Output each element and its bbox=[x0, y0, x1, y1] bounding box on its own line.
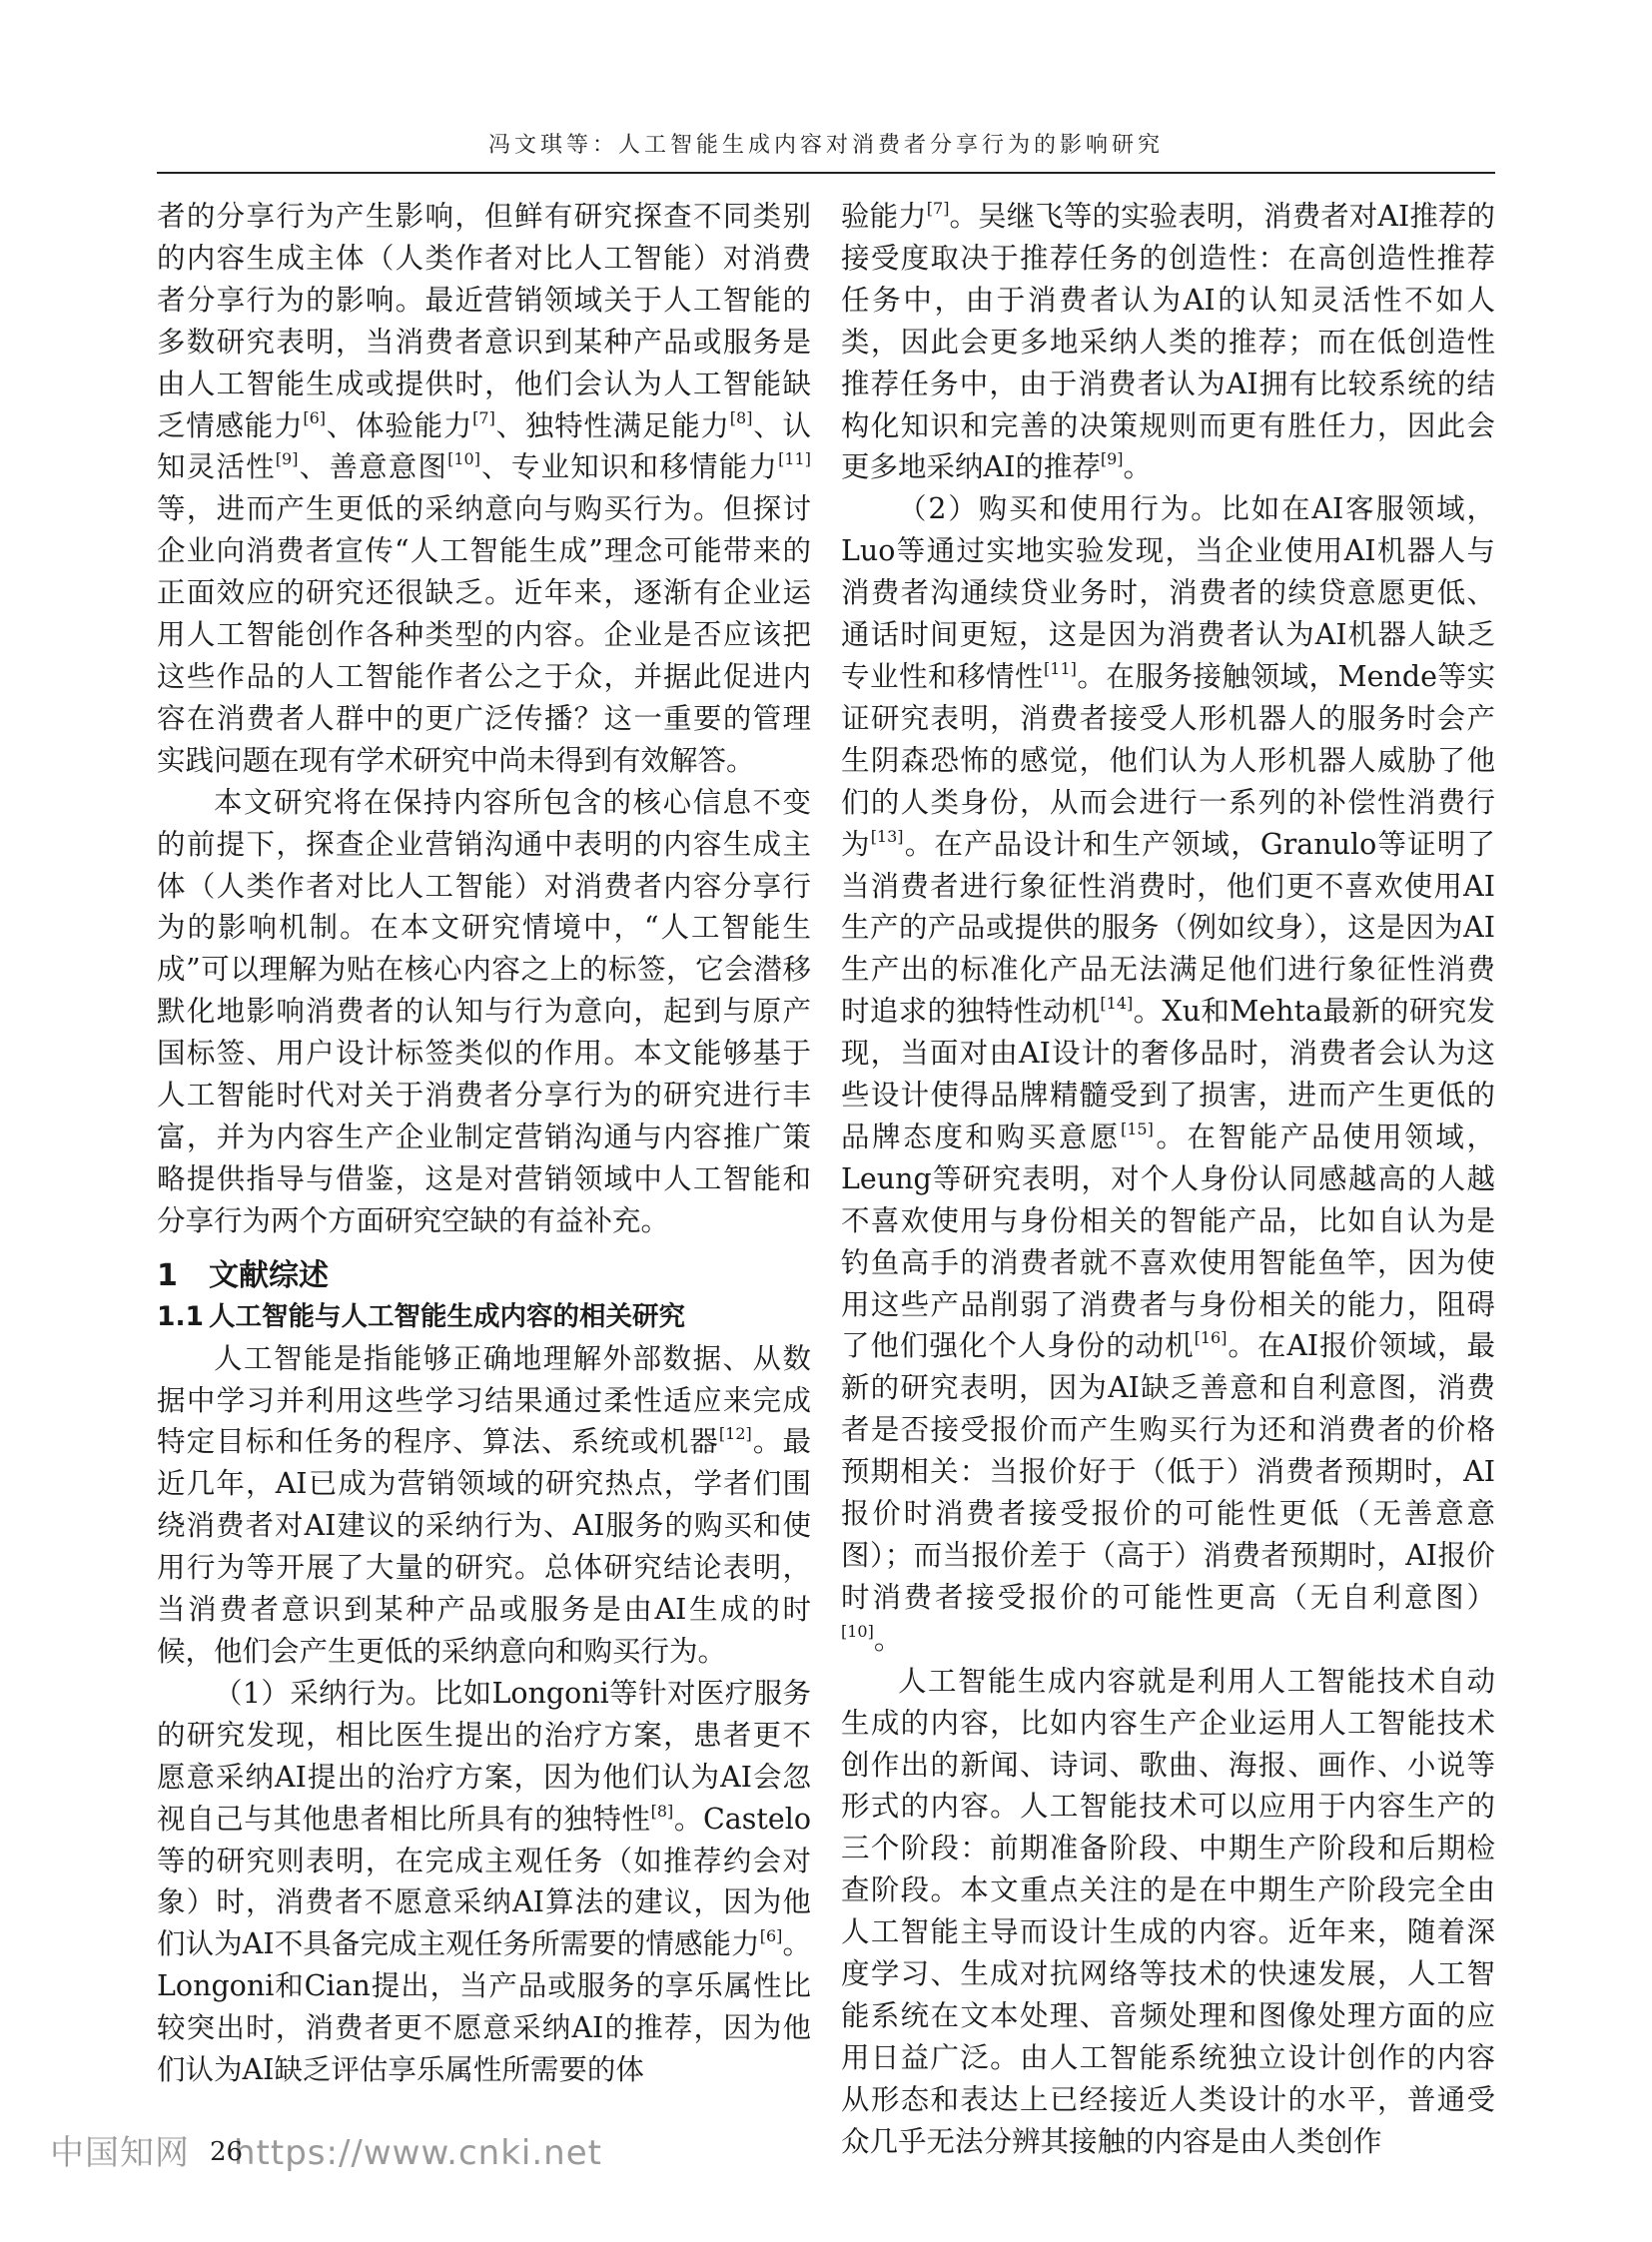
citation: [7] bbox=[472, 407, 495, 427]
citation: [8] bbox=[650, 1801, 674, 1821]
header-rule bbox=[157, 172, 1495, 174]
citation: [8] bbox=[729, 407, 753, 427]
subsection-title: 人工智能与人工智能生成内容的相关研究 bbox=[209, 1300, 685, 1332]
citation: [16] bbox=[1194, 1328, 1228, 1348]
paragraph: 人工智能生成内容就是利用人工智能技术自动生成的内容，比如内容生产企业运用人工智能技术创作出的新闻、诗词、歌曲、海报、画作、小说等形式的内容。人工智能技术可以应用于内容生产的三个阶段：前期准备阶段、中期生产阶段和后期检查阶段。本文重点关注的是在中期生产阶段完全由人工智能主导而设计生成的内容。近年来，随着深度学习、生成对抗网络等技术的快速发展，人工智能系统在文本处理、音频处理和图像处理方面的应用日益广泛。由人工智能系统独立设计创作的内容从形态和表达上已经接近人类设计的水平，普通受众几乎无法分辨其接触的内容是由人类创作 bbox=[841, 1664, 1495, 2158]
subsection-number: 1.1 bbox=[157, 1300, 204, 1332]
paragraph: 人工智能是指能够正确地理解外部数据、从数据中学习并利用这些学习结果通过柔性适应来完成特定目标和任务的程序、算法、系统或机器[12]。最近几年，AI已成为营销领域的研究热点，学者们围绕消费者对AI建议的采纳行为、AI服务的购买和使用行为等开展了大量的研究。总体研究结论表明，当消费者意识到某种产品或服务是由AI生成的时候，他们会产生更低的采纳意向和购买行为。 bbox=[157, 1341, 811, 1668]
paragraph: 本文研究将在保持内容所包含的核心信息不变的前提下，探查企业营销沟通中表明的内容生成主体（人类作者对比人工智能）对消费者内容分享行为的影响机制。在本文研究情境中，“人工智能生成”可以理解为贴在核心内容之上的标签，它会潜移默化地影响消费者的认知与行为意向，起到与原产国标签、用户设计标签类似的作用。本文能够基于人工智能时代对关于消费者分享行为的研究进行丰富，并为内容生产企业制定营销沟通与内容推广策略提供指导与借鉴，这是对营销领域中人工智能和分享行为两个方面研究空缺的有益补充。 bbox=[157, 785, 811, 1237]
citation: [11] bbox=[778, 449, 811, 469]
citation: [6] bbox=[303, 407, 327, 427]
citation: [15] bbox=[1120, 1119, 1154, 1138]
paragraph: （2）购买和使用行为。比如在AI客服领域，Luo等通过实地实验发现，当企业使用AI机器人与消费者沟通续贷业务时，消费者的续贷意愿更低、通话时间更短，这是因为消费者认为AI机器人缺乏专业性和移情性[11]。在服务接触领域，Mende等实证研究表明，消费者接受人形机器人的服务时会产生阴森恐怖的感觉，他们认为人形机器人威胁了他们的人类身份，从而会进行一系列的补偿性消费行为[13]。在产品设计和生产领域，Granulo等证明了当消费者进行象征性消费时，他们更不喜欢使用AI生产的产品或提供的服务（例如纹身），这是因为AI生产出的标准化产品无法满足他们进行象征性消费时追求的独特性动机[14]。Xu和Mehta最新的研究发现，当面对由AI设计的奢侈品时，消费者会认为这些设计使得品牌精髓受到了损害，进而产生更低的品牌态度和购买意愿[15]。在智能产品使用领域，Leung等研究表明，对个人身份认同感越高的人越不喜欢使用与身份相关的智能产品，比如自认为是钓鱼高手的消费者就不喜欢使用智能鱼竿，因为使用这些产品削弱了消费者与身份相关的能力，阻碍了他们强化个人身份的动机[16]。在AI报价领域，最新的研究表明，因为AI缺乏善意和自利意图，消费者是否接受报价而产生购买行为还和消费者的价格预期相关：当报价好于（低于）消费者预期时，AI报价时消费者接受报价的可能性更低（无善意意图）；而当报价差于（高于）消费者预期时，AI报价时消费者接受报价的可能性更高（无自利意图）[10]。 bbox=[841, 492, 1495, 1656]
running-head: 冯文琪等：人工智能生成内容对消费者分享行为的影响研究 bbox=[487, 133, 1164, 158]
section-heading bbox=[157, 1256, 811, 1296]
cnki-url: https://www.cnki.net bbox=[234, 2133, 602, 2173]
citation: [10] bbox=[841, 1621, 874, 1641]
citation: [13] bbox=[870, 826, 904, 846]
citation: [9] bbox=[1100, 449, 1124, 469]
citation: [11] bbox=[1044, 658, 1077, 678]
page-number: 26 bbox=[210, 2137, 244, 2167]
paragraph: 者的分享行为产生影响，但鲜有研究探查不同类别的内容生成主体（人类作者对比人工智能）对消费者分享行为的影响。最近营销领域关于人工智能的多数研究表明，当消费者意识到某种产品或服务是由人工智能生成或提供时，他们会认为人工智能缺乏情感能力[6]、体验能力[7]、独特性满足能力[8]、认知灵活性[9]、善意意图[10]、专业知识和移情能力[11]等，进而产生更低的采纳意向与购买行为。但探讨企业向消费者宣传“人工智能生成”理念可能带来的正面效应的研究还很缺乏。近年来，逐渐有企业运用人工智能创作各种类型的内容。企业是否应该把这些作品的人工智能作者公之于众，并据此促进内容在消费者人群中的更广泛传播？这一重要的管理实践问题在现有学术研究中尚未得到有效解答。 bbox=[157, 200, 811, 777]
right-column bbox=[841, 196, 1495, 2163]
section-title: 文献综述 bbox=[209, 1257, 329, 1293]
cnki-logo-text: 中国知网 bbox=[50, 2133, 190, 2173]
left-column bbox=[157, 196, 811, 2091]
cnki-watermark bbox=[50, 2125, 602, 2174]
section-number: 1 bbox=[157, 1257, 178, 1293]
citation: [6] bbox=[759, 1926, 783, 1946]
paragraph: （1）采纳行为。比如Longoni等针对医疗服务的研究发现，相比医生提出的治疗方案，患者更不愿意采纳AI提出的治疗方案，因为他们认为AI会忽视自己与其他患者相比所具有的独特性[8]。Castelo等的研究则表明，在完成主观任务（如推荐约会对象）时，消费者不愿意采纳AI算法的建议，因为他们认为AI不具备完成主观任务所需要的情感能力[6]。Longoni和Cian提出，当产品或服务的享乐属性比较突出时，消费者更不愿意采纳AI的推荐，因为他们认为AI缺乏评估享乐属性所需要的体 bbox=[157, 1676, 811, 2087]
citation: [7] bbox=[926, 199, 950, 218]
citation: [14] bbox=[1100, 994, 1134, 1014]
citation: [9] bbox=[275, 449, 299, 469]
citation: [10] bbox=[447, 449, 480, 469]
subsection-heading bbox=[157, 1296, 811, 1338]
citation: [12] bbox=[718, 1424, 752, 1444]
paragraph: 验能力[7]。吴继飞等的实验表明，消费者对AI推荐的接受度取决于推荐任务的创造性：在高创造性推荐任务中，由于消费者认为AI的认知灵活性不如人类，因此会更多地采纳人类的推荐；而在低创造性推荐任务中，由于消费者认为AI拥有比较系统的结构化知识和完善的决策规则而更有胜任力，因此会更多地采纳AI的推荐[9]。 bbox=[841, 199, 1495, 484]
